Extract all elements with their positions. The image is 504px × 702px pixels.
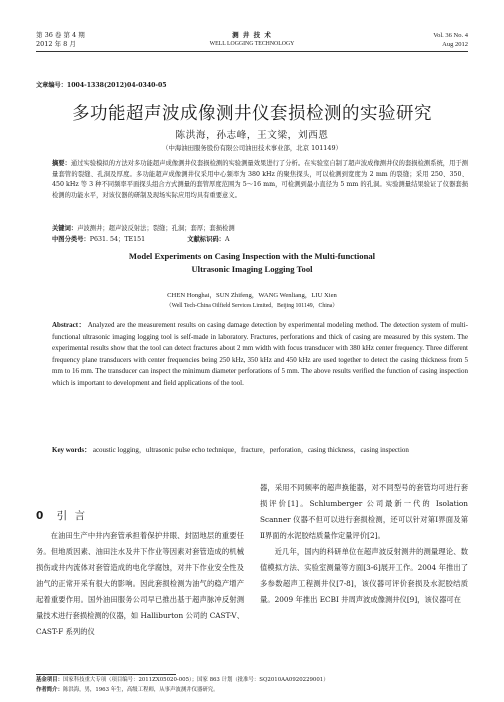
- doc-code: A: [224, 236, 230, 243]
- publication-date: 2012 年 8 月: [36, 40, 76, 48]
- footnote-rule: [36, 674, 176, 675]
- abstract-cn-label: 摘要：: [52, 160, 71, 167]
- abstract-en-label: Abstract：: [52, 321, 86, 329]
- class-code: P631. 54；TE151: [89, 236, 146, 243]
- date-en: Aug 2012: [442, 41, 468, 48]
- keywords-cn-label: 关键词：: [52, 225, 78, 232]
- abstract-en: [52, 320, 468, 389]
- intro-right-paragraph-1: 器，采用不同频率的超声换能器，对不同型号的套管均可进行套损评价[1]。Schlumberger 公司最新一代的 Isolation Scanner 仪器不但可以进行套损检测，还可以针对第Ⅰ界面及第Ⅱ界面的水泥胶结质量作定量评价[2]。: [260, 483, 468, 540]
- class-label: 中图分类号：: [52, 236, 90, 243]
- abstract-en-text: Analyzed are the measurement results on casing damage detection by experimental modeling method. The detection system of multi-functional ultrasonic imaging logging tool is self-made in laboratory. Fractures, perforations and thick of casing are measured by this system. The experimental results show that the tool can detect fractures about 2 mm width with focus transducer with 380 kHz center frequency. Three different frequency plane transducers with center frequencies being 250 kHz, 350 kHz and 450 kHz are used together to detect the casing thickness from 5 mm to 16 mm. The transducer can inspect the minimum diameter perforations of 5 mm. The above results verified the function of casing inspection which is important to development and field applications of the tool.: [52, 321, 468, 387]
- paper-title-cn: 多功能超声波成像测井仪套损检测的实验研究: [72, 104, 432, 124]
- classification-line: [52, 235, 468, 246]
- abstract-cn: [52, 159, 468, 201]
- keywords-cn-text: 声波测井；超声波反射法；裂缝；孔洞；套厚；套损检测: [77, 225, 235, 232]
- doc-label: 文献标识码：: [187, 236, 225, 243]
- affiliation-en: （Well Tech-China Oilfield Services Limited，Beijing 101149，China）: [165, 303, 339, 309]
- keywords-en-text: acoustic logging，ultrasonic pulse echo technique，fracture，perforation，casing thickness，casing inspection: [92, 446, 409, 454]
- paper-title-en-line2: Ultrasonic Imaging Logging Tool: [191, 264, 313, 274]
- intro-left-column: 在油田生产中井内套管承担着保护井眼、封固地层的重要任务。但地质因素、油田注水及井下作业等因素对套管造成的机械损伤或井内流体对套管造成的电化学腐蚀，对井下作业安全性及油气的正常开采有很大的影响。因此套损检测为油气的稳产增产起着重要作用。国外油田服务公司早已推出基于超声脉冲反射测量技术进行套损检测的仪器，如 Halliburton 公司的 CAST-V、CAST-F 系列的仪: [36, 531, 244, 636]
- header-rule: [36, 51, 468, 52]
- keywords-en: [52, 445, 468, 457]
- intro-right-column: [260, 480, 468, 608]
- intro-right-paragraph-2: 近几年，国内的科研单位在超声波反射测井的测量理论、数值模拟方法、实验室测量等方面[3-6]展开工作。2004 年推出了多参数超声工程测井仪[7-8]，该仪器可评价套损及水泥胶结质量。2009 年推出 ECBI 井周声波成像测井仪[9]，该仪器可在: [260, 547, 468, 604]
- authors-cn: 陈洪海，孙志峰，王文梁，刘西恩: [175, 130, 329, 141]
- affiliation-cn: （中海油田服务股份有限公司油田技术事业部，北京 101149）: [162, 144, 342, 152]
- fund-text: 国家科技重大专项（项目编号：2011ZX05020-005）；国家 863 计划（批准号：SQ2010AA0920229001）: [62, 677, 329, 683]
- volume-issue: 第 36 卷 第 4 期: [36, 31, 85, 39]
- journal-name-en: WELL LOGGING TECHNOLOGY: [209, 41, 295, 47]
- abstract-cn-text: 通过实验模拟的方法对多功能超声成像测井仪套损检测的实验测量效果进行了分析。在实验室自制了超声波成像测井仪的套损检测系统，用于测量套管的裂缝、孔洞及厚度。多功能超声成像测井仪采用中心频率为 380 kHz 的聚焦探头，可以检测到宽度为 2 mm 的裂缝；采用 250、350、450 kHz 等 3 种不同频率平面探头组合方式测量的套管厚度范围为 5～16 mm，可检测到最小直径为 5 mm 的孔洞。实验测量结果验证了仪器套损检测的功能水平，对该仪器的研制及现场实际应用均具有重要意义。: [52, 160, 469, 199]
- article-number: 文章编号：1004-1338(2012)04-0340-05: [36, 82, 167, 89]
- authors-en: CHEN Honghai，SUN Zhifeng，WANG Wenliang，LIU Xien: [167, 292, 337, 299]
- keywords-cn: [52, 224, 468, 235]
- volume-number-en: Vol. 36 No. 4: [433, 32, 468, 39]
- section-heading: [36, 508, 87, 523]
- keywords-en-label: Key words：: [52, 446, 92, 454]
- section-number: 0: [36, 510, 44, 522]
- journal-name-cn: 测 井 技 术: [232, 31, 272, 39]
- fund-label: 基金项目：: [36, 677, 63, 683]
- author-bio-text: 陈洪海，男，1963 年生，高级工程师，从事声波测井仪器研究。: [62, 686, 219, 693]
- section-title: 引 言: [56, 510, 87, 522]
- footnotes: [36, 676, 468, 696]
- paper-title-en-line1: Model Experiments on Casing Inspection with the Multi-functional: [128, 251, 376, 261]
- author-bio-label: 作者简介：: [36, 686, 63, 693]
